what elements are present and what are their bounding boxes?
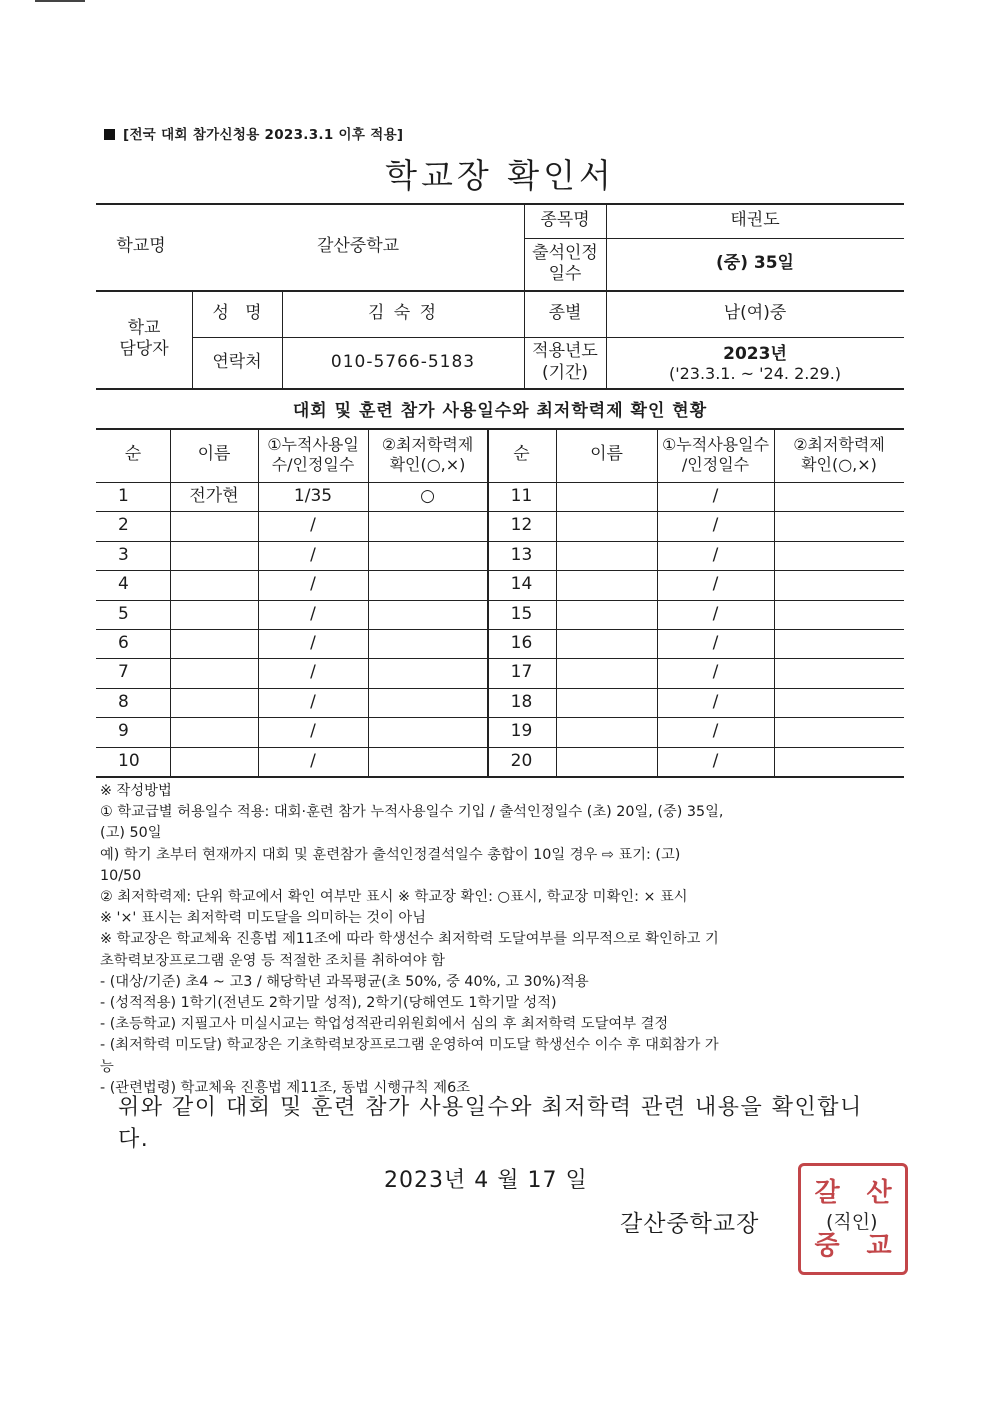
cell-min-academic-check <box>774 747 904 776</box>
cell-min-academic-check <box>368 629 487 658</box>
header-used-days: ①누적사용일수 /인정일수 <box>661 435 770 474</box>
header-name: 이름 <box>590 444 623 465</box>
cell-min-academic-check <box>368 717 487 746</box>
cell-name <box>556 511 657 540</box>
cell-seq: 2 <box>118 515 129 536</box>
cell-min-academic-check <box>368 511 487 540</box>
cell-min-academic-check <box>368 658 487 687</box>
period-value: ('23.3.1. ~ '24. 2.29.) <box>668 364 842 383</box>
staff-name-label: 성 명 <box>212 302 262 323</box>
cell-min-academic-check <box>774 600 904 629</box>
cell-name: 전가현 <box>189 486 239 507</box>
cell-used-days: / <box>310 515 316 536</box>
cell-seq: 4 <box>118 574 129 595</box>
sport-value: 태권도 <box>730 209 780 230</box>
note-line: 능 <box>100 1058 114 1075</box>
principal-title: 갈산중학교장 <box>620 1211 760 1237</box>
note-line: 초학력보장프로그램 운영 등 적절한 조치를 취하여야 함 <box>100 952 445 969</box>
cell-min-academic-check <box>368 541 487 570</box>
note-line: - (관련법령) 학교체육 진흥법 제11조, 동법 시행규칙 제6조 <box>100 1079 470 1096</box>
seal-char: 갈 <box>814 1177 840 1208</box>
cell-seq: 15 <box>510 603 533 624</box>
document-date: 2023년 4 월 17 일 <box>384 1168 588 1193</box>
cell-seq: 13 <box>510 544 533 565</box>
cell-min-academic-check <box>774 511 904 540</box>
cell-seq: 17 <box>510 662 533 683</box>
cell-min-academic-check <box>774 541 904 570</box>
cell-min-academic-check <box>774 658 904 687</box>
form-header-text: [전국 대회 참가신청용 2023.3.1 이후 적용] <box>123 127 404 143</box>
header-min-academic-check: ②최저학력제 확인(○,×) <box>381 435 474 474</box>
seal-note: (직인) <box>826 1211 878 1233</box>
cell-used-days: / <box>310 544 316 565</box>
header-min-academic-check: ②최저학력제 확인(○,×) <box>793 435 885 474</box>
confirmation-line-2: 다. <box>118 1127 150 1152</box>
cell-name <box>556 570 657 599</box>
cell-used-days: 1/35 <box>293 486 333 507</box>
cell-used-days: / <box>310 633 316 654</box>
cell-seq: 9 <box>118 721 129 742</box>
staff-name-value: 김 숙 정 <box>367 302 439 323</box>
cell-seq: 5 <box>118 603 129 624</box>
cell-seq: 20 <box>510 750 533 771</box>
cell-used-days: / <box>712 691 719 712</box>
contact-label: 연락처 <box>212 351 262 372</box>
cell-seq: 11 <box>510 486 533 507</box>
cell-used-days: / <box>310 750 316 771</box>
cell-name <box>170 511 258 540</box>
cell-used-days: / <box>712 603 719 624</box>
cell-name <box>556 482 657 511</box>
cell-name <box>556 747 657 776</box>
header-name: 이름 <box>197 444 231 465</box>
gender-label: 종별 <box>548 302 582 323</box>
cell-min-academic-check: ○ <box>420 486 435 507</box>
cell-min-academic-check <box>368 600 487 629</box>
sport-label: 종목명 <box>540 209 590 230</box>
header-seq: 순 <box>513 444 530 465</box>
note-line: ※ 작성방법 <box>100 783 172 799</box>
cell-used-days: / <box>712 750 719 771</box>
cell-seq: 16 <box>510 633 533 654</box>
staff-label: 학교 담당자 <box>119 317 169 359</box>
cell-min-academic-check <box>774 570 904 599</box>
attendance-days-label: 출석인정 일수 <box>532 242 598 284</box>
cell-min-academic-check <box>368 570 487 599</box>
cell-min-academic-check <box>774 717 904 746</box>
seal-char: 중 <box>814 1230 840 1261</box>
cell-min-academic-check <box>368 747 487 776</box>
cell-name <box>556 541 657 570</box>
square-bullet-icon <box>104 129 115 140</box>
header-used-days: ①누적사용일 수/인정일수 <box>267 435 359 474</box>
cell-used-days: / <box>712 662 719 683</box>
cell-seq: 18 <box>510 691 533 712</box>
cell-name <box>556 658 657 687</box>
cell-name <box>556 688 657 717</box>
cell-name <box>170 600 258 629</box>
confirmation-line-1: 위와 같이 대회 및 훈련 참가 사용일수와 최저학력 관련 내용을 확인합니 <box>118 1095 863 1120</box>
cell-used-days: / <box>712 486 719 507</box>
section-title: 대회 및 훈련 참가 사용일수와 최저학력제 확인 현황 <box>292 401 708 421</box>
cell-used-days: / <box>310 574 316 595</box>
cell-seq: 10 <box>118 750 140 771</box>
cell-used-days: / <box>712 515 719 536</box>
note-line: ① 학교급별 허용일수 적용: 대회·훈련 참가 누적사용일수 기입 / 출석인정일수 (초) 20일, (중) 35일, <box>100 804 724 821</box>
note-line: 10/50 <box>100 867 142 884</box>
cell-seq: 3 <box>118 544 129 565</box>
form-header-note <box>104 123 403 143</box>
cell-name <box>170 747 258 776</box>
cell-used-days: / <box>310 662 316 683</box>
header-seq: 순 <box>124 444 142 465</box>
document-title: 학교장 확인서 <box>385 156 615 195</box>
note-line: - (초등학교) 지필고사 미실시교는 학업성적관리위원회에서 심의 후 최저학력 도달여부 결정 <box>100 1016 669 1033</box>
cell-seq: 1 <box>118 486 129 507</box>
cell-min-academic-check <box>368 688 487 717</box>
note-line: (고) 50일 <box>100 825 162 842</box>
cell-name <box>170 688 258 717</box>
scan-edge-mark <box>35 0 85 2</box>
cell-used-days: / <box>712 633 719 654</box>
cell-name <box>170 717 258 746</box>
cell-seq: 8 <box>118 691 129 712</box>
cell-used-days: / <box>712 544 719 565</box>
cell-seq: 6 <box>118 633 129 654</box>
cell-used-days: / <box>310 691 316 712</box>
seal-char: 산 <box>866 1177 892 1208</box>
cell-used-days: / <box>712 574 719 595</box>
cell-used-days: / <box>712 721 719 742</box>
cell-seq: 7 <box>118 662 129 683</box>
contact-value: 010-5766-5183 <box>330 351 476 372</box>
cell-name <box>170 658 258 687</box>
note-line: - (최저학력 미도달) 학교장은 기초학력보장프로그램 운영하여 미도달 학생선수 이수 후 대회참가 가 <box>100 1037 719 1054</box>
note-line: ※ '×' 표시는 최저학력 미도달을 의미하는 것이 아님 <box>100 910 427 927</box>
cell-min-academic-check <box>774 688 904 717</box>
cell-name <box>556 629 657 658</box>
note-line: ② 최저학력제: 단위 학교에서 확인 여부만 표시 ※ 학교장 확인: ○표시, 학교장 미확인: × 표시 <box>100 889 688 905</box>
cell-name <box>170 629 258 658</box>
note-line: ※ 학교장은 학교체육 진흥법 제11조에 따라 학생선수 최저학력 도달여부를 의무적으로 확인하고 기 <box>100 931 719 948</box>
cell-name <box>556 600 657 629</box>
note-line: - (대상/기준) 초4 ~ 고3 / 해당학년 과목평균(초 50%, 중 40%, 고 30%)적용 <box>100 973 589 990</box>
cell-seq: 12 <box>510 515 533 536</box>
attendance-days-value: (중) 35일 <box>716 253 794 274</box>
gender-value: 남(여)중 <box>723 302 787 323</box>
cell-name <box>170 570 258 599</box>
cell-name <box>170 541 258 570</box>
year-label: 적용년도 (기간) <box>532 341 598 383</box>
seal-char: 교 <box>866 1230 892 1261</box>
school-name-label: 학교명 <box>116 235 166 256</box>
cell-used-days: / <box>310 721 316 742</box>
note-line: 예) 학기 초부터 현재까지 대회 및 훈련참가 출석인정결석일수 총합이 10일 경우 ⇨ 표기: (고) <box>100 846 681 863</box>
year-value: 2023년 <box>723 344 787 364</box>
school-name-value: 갈산중학교 <box>316 235 400 256</box>
cell-seq: 19 <box>510 721 533 742</box>
cell-seq: 14 <box>510 574 533 595</box>
cell-name <box>556 717 657 746</box>
note-line: - (성적적용) 1학기(전년도 2학기말 성적), 2학기(당해연도 1학기말 성적) <box>100 995 557 1011</box>
cell-used-days: / <box>310 603 316 624</box>
cell-min-academic-check <box>774 482 904 511</box>
cell-min-academic-check <box>774 629 904 658</box>
